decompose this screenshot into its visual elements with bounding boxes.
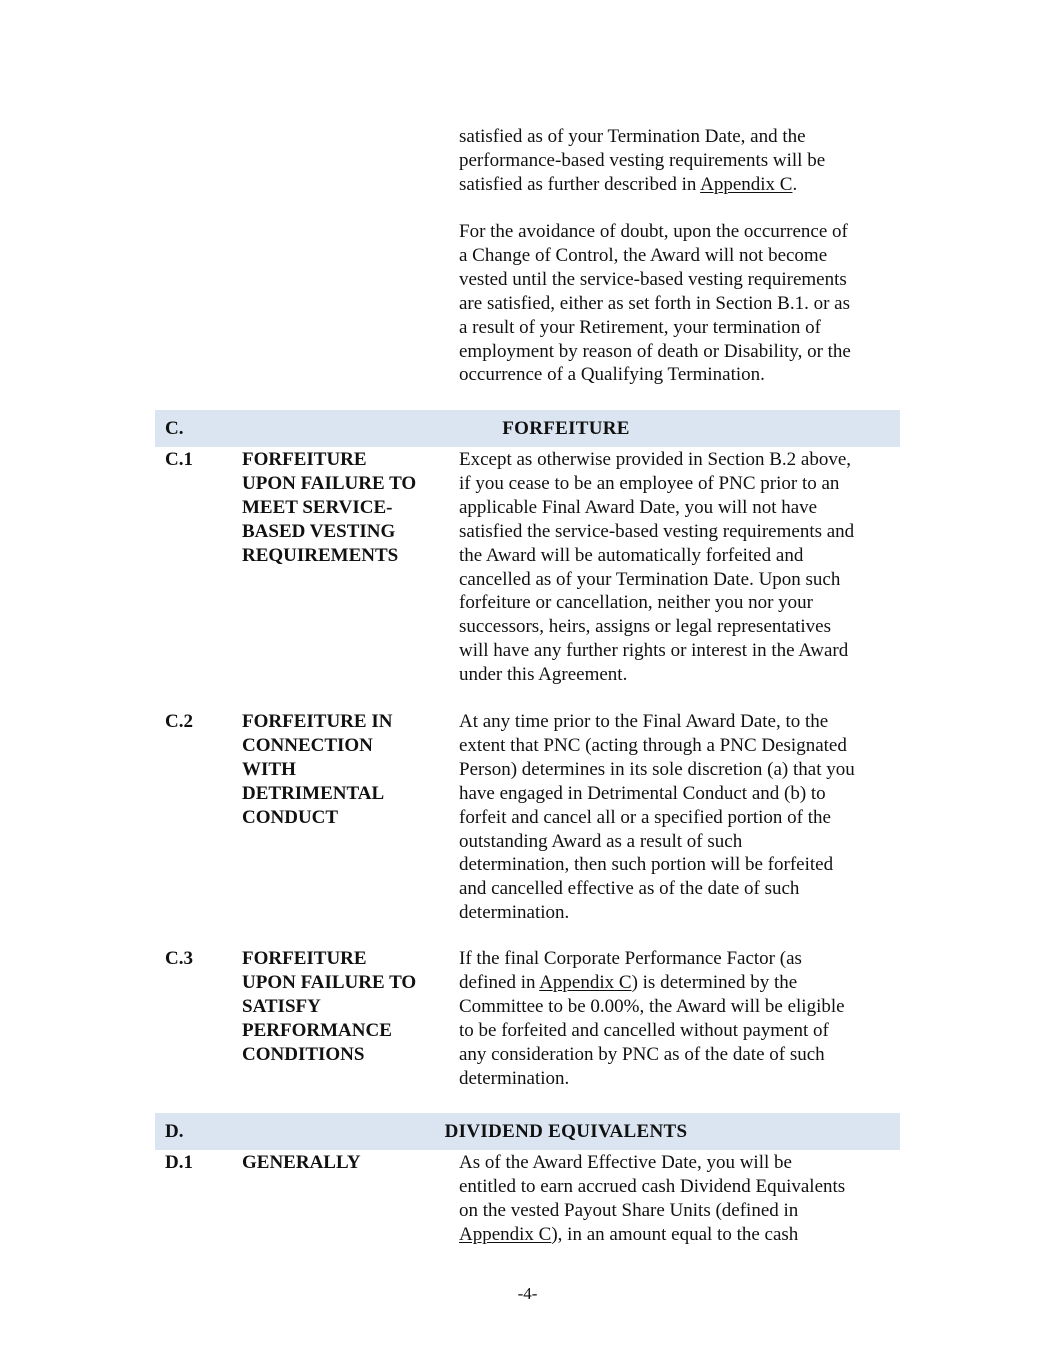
section-number-c1: C.1: [165, 449, 193, 470]
section-d-header: [155, 1113, 900, 1150]
text-line: successors, heirs, assigns or legal representatives: [459, 616, 831, 638]
heading-line: BASED VESTING: [242, 520, 396, 542]
section-body-c2: [459, 710, 899, 925]
heading-line: DETRIMENTAL: [242, 782, 385, 804]
text-fragment: defined in: [459, 971, 540, 993]
text-line: will have any further rights or interest in the Award: [459, 640, 849, 662]
text-line: and cancelled effective as of the date of such: [459, 878, 800, 900]
heading-line: FORFEITURE IN: [242, 711, 393, 732]
section-letter: C.: [165, 418, 184, 439]
text-line: For the avoidance of doubt, upon the occurrence of: [459, 221, 848, 242]
text-line: on the vested Payout Share Units (defined in: [459, 1199, 799, 1221]
heading-line: CONDITIONS: [242, 1043, 365, 1065]
text-line: [459, 1223, 899, 1247]
text-line: Committee to be 0.00%, the Award will be eligible: [459, 995, 845, 1017]
heading-line: FORFEITURE: [242, 449, 367, 470]
heading-line: WITH: [242, 758, 296, 780]
appendix-c-link[interactable]: Appendix C: [459, 1223, 552, 1245]
text-line: the Award will be automatically forfeited and: [459, 544, 804, 566]
text-line: cancelled as of your Termination Date. Upon such: [459, 568, 841, 590]
text-line: Except as otherwise provided in Section B.2 above,: [459, 449, 852, 470]
text-line: a Change of Control, the Award will not become: [459, 244, 828, 266]
text-fragment: .: [792, 173, 798, 195]
text-line: extent that PNC (acting through a PNC Designated: [459, 734, 847, 756]
heading-line: REQUIREMENTS: [242, 544, 399, 566]
text-line: forfeit and cancel all or a specified portion of the: [459, 806, 831, 828]
text-line: [459, 971, 899, 995]
text-line: vested until the service-based vesting requirements: [459, 268, 847, 290]
section-body-c3: [459, 947, 899, 1090]
section-body-d1: [459, 1151, 899, 1247]
appendix-c-link[interactable]: Appendix C: [539, 971, 632, 993]
text-line: any consideration by PNC as of the date of such: [459, 1043, 825, 1065]
text-line: if you cease to be an employee of PNC prior to an: [459, 472, 840, 494]
heading-line: CONNECTION: [242, 734, 373, 756]
text-line: applicable Final Award Date, you will not have: [459, 496, 818, 518]
text-line: under this Agreement.: [459, 664, 628, 686]
text-fragment: ) is determined by the: [631, 971, 798, 993]
text-line: employment by reason of death or Disability, or the: [459, 340, 851, 362]
text-line: to be forfeited and cancelled without payment of: [459, 1019, 829, 1041]
section-number-d1: D.1: [165, 1152, 193, 1173]
text-fragment: satisfied as further described in: [459, 173, 701, 195]
heading-line: FORFEITURE: [242, 948, 367, 969]
avoidance-paragraph: [459, 220, 899, 387]
section-number-c2: C.2: [165, 711, 193, 732]
section-heading-c3: [242, 947, 447, 1067]
heading-line: MEET SERVICE-: [242, 496, 393, 518]
continuation-paragraph: [459, 125, 899, 197]
text-line: have engaged in Detrimental Conduct and (b) to: [459, 782, 826, 804]
text-line: As of the Award Effective Date, you will be: [459, 1152, 792, 1173]
text-line: forfeiture or cancellation, neither you nor your: [459, 592, 813, 614]
text-line: satisfied as of your Termination Date, and the: [459, 126, 806, 147]
heading-line: SATISFY: [242, 995, 321, 1017]
text-line: Person) determines in its sole discretion (a) that you: [459, 758, 855, 780]
text-line: At any time prior to the Final Award Date, to the: [459, 711, 829, 732]
section-number-c3: C.3: [165, 948, 193, 969]
text-fragment: ), in an amount equal to the cash: [551, 1223, 799, 1245]
section-heading-d1: [242, 1151, 447, 1175]
text-line: determination.: [459, 902, 570, 924]
section-letter: D.: [165, 1121, 184, 1142]
text-line: determination.: [459, 1067, 570, 1089]
text-line: determination, then such portion will be forfeited: [459, 854, 834, 876]
section-c-header: [155, 410, 900, 447]
section-title: DIVIDEND EQUIVALENTS: [444, 1121, 688, 1142]
heading-line: CONDUCT: [242, 806, 339, 828]
section-heading-c1: [242, 448, 447, 568]
text-line: occurrence of a Qualifying Termination.: [459, 364, 765, 386]
text-line: outstanding Award as a result of such: [459, 830, 743, 852]
text-line: [459, 173, 899, 197]
text-line: entitled to earn accrued cash Dividend Equivalents: [459, 1175, 846, 1197]
text-line: are satisfied, either as set forth in Section B.1. or as: [459, 292, 850, 314]
section-title: FORFEITURE: [502, 418, 630, 439]
section-heading-c2: [242, 710, 447, 830]
section-body-c1: [459, 448, 899, 687]
text-line: satisfied the service-based vesting requirements and: [459, 520, 855, 542]
heading-line: GENERALLY: [242, 1152, 361, 1173]
text-line: performance-based vesting requirements will be: [459, 149, 826, 171]
page-number: -4-: [517, 1284, 538, 1303]
text-line: If the final Corporate Performance Factor (as: [459, 948, 802, 969]
heading-line: UPON FAILURE TO: [242, 472, 417, 494]
heading-line: PERFORMANCE: [242, 1019, 392, 1041]
heading-line: UPON FAILURE TO: [242, 971, 417, 993]
appendix-c-link[interactable]: Appendix C: [700, 173, 793, 195]
text-line: a result of your Retirement, your termination of: [459, 316, 821, 338]
